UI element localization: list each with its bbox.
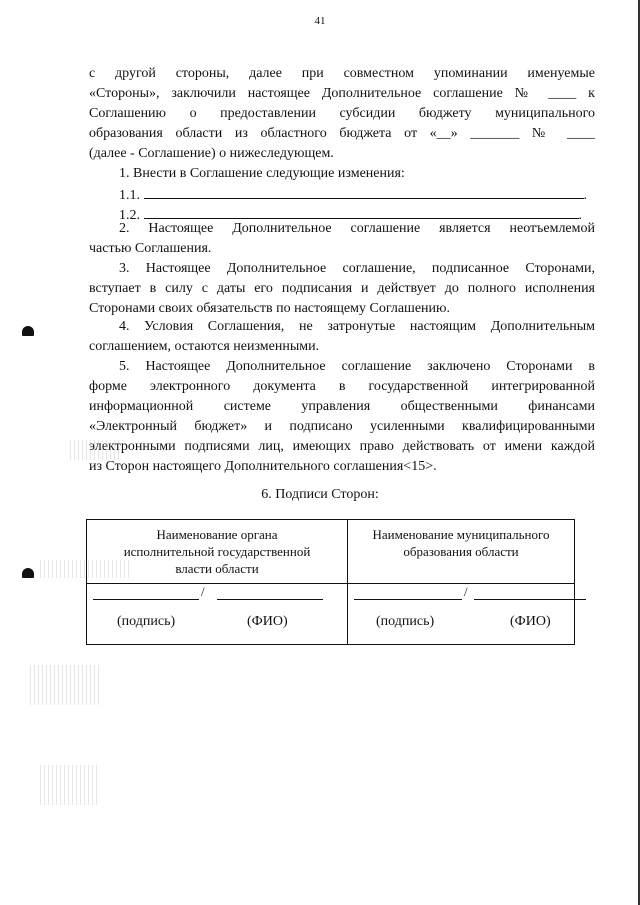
period: .	[578, 208, 582, 223]
right-signature-cell	[348, 584, 575, 645]
text-line: информационной системе управления общественными финансами	[89, 399, 595, 414]
page-number: 41	[314, 15, 326, 27]
intro-paragraph	[89, 64, 595, 164]
text-line: частью Соглашения.	[89, 241, 212, 256]
header-line: Наименование органа	[156, 527, 278, 542]
text-line: 1. Внести в Соглашение следующие изменения:	[119, 166, 405, 181]
text-line: 4. Условия Соглашения, не затронутые настоящим Дополнительным	[119, 319, 595, 334]
item-2	[89, 219, 595, 259]
name-line	[474, 598, 586, 600]
text-line: Сторонами своих обязательств по настоящему Соглашению.	[89, 301, 450, 316]
text-line: 3. Настоящее Дополнительное соглашение, подписанное Сторонами,	[119, 261, 595, 276]
text-line: форме электронного документа в государственной интегрированной	[89, 379, 595, 394]
header-line: образования области	[403, 544, 519, 559]
header-line: Наименование муниципального	[372, 527, 550, 542]
text-line: с другой стороны, далее при совместном упоминании именуемые	[89, 66, 595, 81]
name-line	[217, 598, 323, 600]
text-line: Соглашению о предоставлении субсидии бюджету муниципального	[89, 106, 595, 121]
blank-line	[144, 204, 579, 219]
signature-line	[354, 598, 462, 600]
item-1	[89, 164, 595, 184]
blank-line	[144, 184, 584, 199]
item-1-1	[119, 184, 595, 206]
text-line: «Стороны», заключили настоящее Дополнительное соглашение № ____ к	[89, 86, 595, 101]
signatures-table	[86, 519, 575, 645]
item-1-1-label: 1.1.	[119, 188, 140, 203]
text-line: из Сторон настоящего Дополнительного соглашения<15>.	[89, 459, 437, 474]
item-1-2-label: 1.2.	[119, 208, 140, 223]
text-line: соглашением, остаются неизменными.	[89, 339, 320, 354]
scan-noise	[40, 560, 130, 578]
text-line: «Электронный бюджет» и подписано усиленными квалифицированными	[89, 419, 595, 434]
item-5	[89, 357, 595, 477]
header-line: исполнительной государственной	[123, 544, 311, 559]
text-line: 5. Настоящее Дополнительное соглашение заключено Сторонами в	[119, 359, 595, 374]
header-line: власти области	[175, 561, 259, 576]
item-4	[89, 317, 595, 357]
text-line: образования области из областного бюджета от «__» _______ № ____	[89, 126, 595, 141]
scan-noise	[40, 765, 100, 805]
slash: /	[464, 584, 468, 599]
binder-hole-mark	[22, 326, 34, 336]
scan-noise	[30, 665, 100, 705]
text-line: электронными подписями лиц, имеющих право действовать от имени каждой	[89, 439, 595, 454]
period: .	[583, 188, 587, 203]
left-signature-cell	[87, 584, 348, 645]
text-line: (далее - Соглашение) о нижеследующем.	[89, 146, 334, 161]
signatures-title: 6. Подписи Сторон:	[261, 487, 379, 502]
item-3	[89, 259, 595, 319]
binder-hole-mark	[22, 568, 34, 578]
signature-line	[93, 598, 199, 600]
text-line: вступает в силу с даты его подписания и действует до полного исполнения	[89, 281, 595, 296]
scan-noise	[70, 440, 120, 460]
signature-caption: (подпись)	[117, 614, 176, 629]
name-caption: (ФИО)	[247, 614, 288, 629]
name-caption: (ФИО)	[510, 614, 551, 629]
right-party-header	[348, 520, 575, 584]
signature-caption: (подпись)	[376, 614, 435, 629]
text-line: 2. Настоящее Дополнительное соглашение является неотъемлемой	[119, 221, 595, 236]
slash: /	[201, 584, 205, 599]
